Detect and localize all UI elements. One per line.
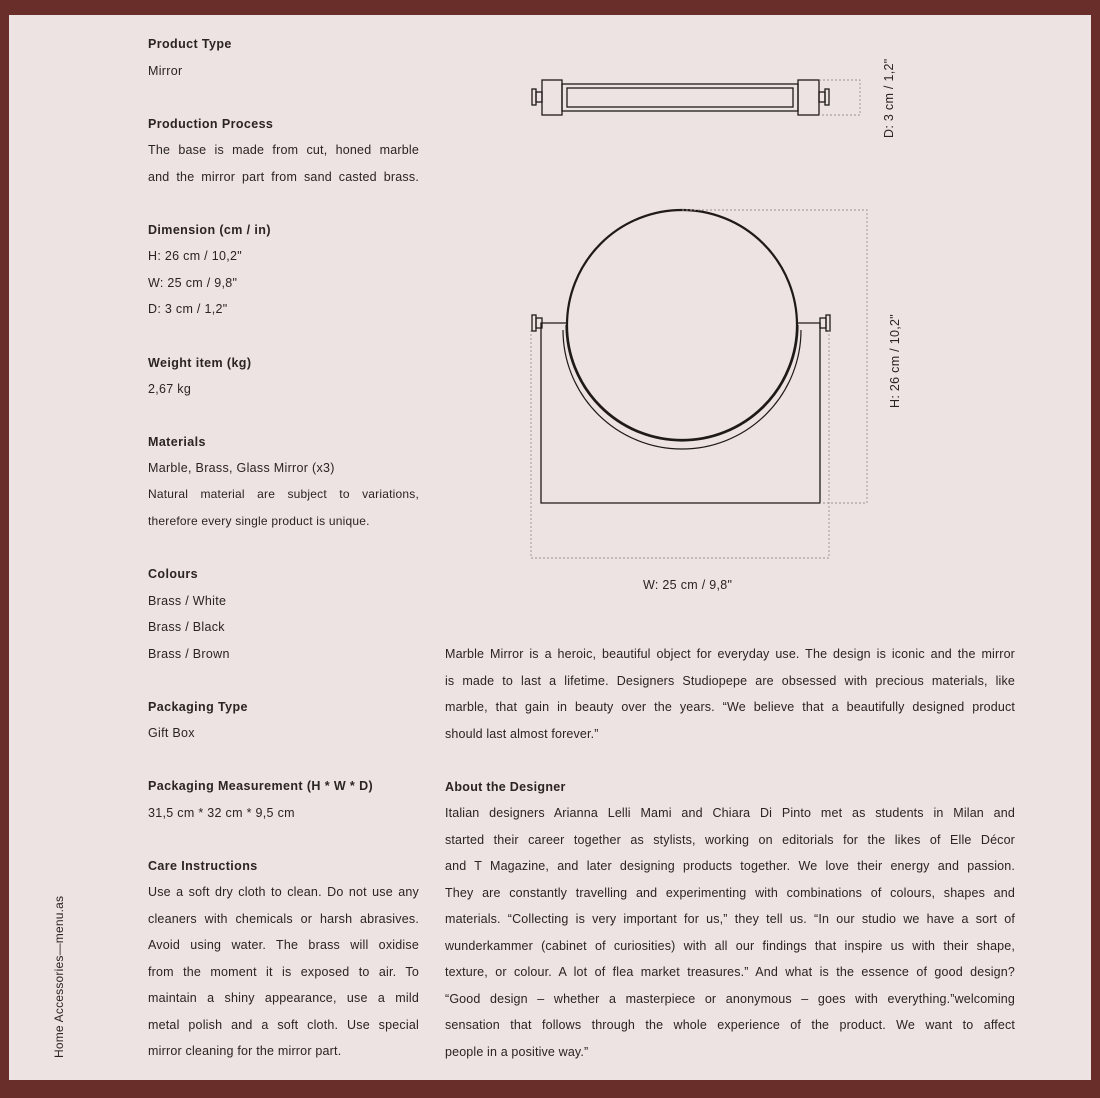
- side-label: Home Accessories—menu.as: [52, 895, 66, 1058]
- designer-line: “Good design – whether a masterpiece or anonymous – goes with everything.”welcoming: [445, 991, 1015, 1006]
- dimension-guides: [531, 80, 867, 558]
- dimension-depth: D: 3 cm / 1,2": [148, 302, 228, 316]
- weight-value: 2,67 kg: [148, 382, 192, 396]
- designer-line: started their career together as stylists, working on editorials for the likes of Elle Décor: [445, 832, 1015, 847]
- product-type-value: Mirror: [148, 64, 183, 78]
- dimension-width: W: 25 cm / 9,8": [148, 276, 238, 290]
- about-designer-text: [445, 800, 1015, 1065]
- care-line: mirror cleaning for the mirror part.: [148, 1044, 342, 1058]
- dimension-heading: Dimension (cm / in): [148, 223, 271, 237]
- height-dimension-label: H: 26 cm / 10,2": [888, 314, 902, 408]
- product-type-heading: Product Type: [148, 37, 232, 51]
- designer-line: people in a positive way.”: [445, 1044, 589, 1059]
- description-line: marble, that gain in beauty over the years. “We believe that a beautifully designed product: [445, 700, 1015, 714]
- description-line: should last almost forever.”: [445, 726, 599, 741]
- care-heading: Care Instructions: [148, 859, 258, 873]
- production-process-heading: Production Process: [148, 117, 274, 131]
- materials-value: Marble, Brass, Glass Mirror (x3): [148, 461, 335, 475]
- depth-dimension-label: D: 3 cm / 1,2": [882, 58, 896, 138]
- colour-option: Brass / Brown: [148, 647, 230, 661]
- care-line: from the moment it is exposed to air. To: [148, 964, 419, 979]
- width-dimension-label: W: 25 cm / 9,8": [643, 578, 733, 592]
- colours-heading: Colours: [148, 567, 199, 581]
- colour-option: Brass / Black: [148, 620, 225, 634]
- designer-line: materials. “Collecting is very important for us,” they tell us. “In our studio we have a sort of: [445, 912, 1015, 926]
- designer-line: sensation that follows through the whole experience of the product. We want to affect: [445, 1018, 1015, 1032]
- top-view-drawing: [532, 80, 829, 115]
- description-line: Marble Mirror is a heroic, beautiful object for everyday use. The design is iconic and the mirror: [445, 647, 1015, 661]
- about-designer-heading: About the Designer: [445, 780, 566, 794]
- packaging-type-value: Gift Box: [148, 726, 195, 740]
- front-view-drawing: [532, 210, 830, 503]
- care-line: cleaners with chemicals or harsh abrasives.: [148, 911, 419, 926]
- materials-heading: Materials: [148, 435, 206, 449]
- designer-line: texture, or colour. A lot of flea market treasures.” And what is the essence of good design?: [445, 965, 1015, 979]
- weight-heading: Weight item (kg): [148, 356, 252, 370]
- production-process-line: and the mirror part from sand casted brass.: [148, 169, 419, 184]
- product-description: [445, 641, 1015, 747]
- description-line: is made to last a lifetime. Designers Studiopepe are obsessed with precious materials, like: [445, 673, 1015, 688]
- designer-line: wunderkammer (cabinet of curiosities) with all our findings that inspire us with their shape,: [445, 938, 1015, 953]
- packaging-measurement-value: 31,5 cm * 32 cm * 9,5 cm: [148, 806, 295, 820]
- care-line: metal polish and a soft cloth. Use special: [148, 1017, 419, 1032]
- production-process-line: The base is made from cut, honed marble: [148, 143, 419, 157]
- colour-option: Brass / White: [148, 594, 227, 608]
- care-line: Avoid using water. The brass will oxidise: [148, 938, 419, 952]
- materials-note-line: Natural material are subject to variations,: [148, 487, 419, 501]
- designer-line: Italian designers Arianna Lelli Mami and Chiara Di Pinto met as students in Milan and: [445, 806, 1015, 820]
- designer-line: and T Magazine, and later designing products together. We love their energy and passion.: [445, 859, 1015, 873]
- care-line: Use a soft dry cloth to clean. Do not use any: [148, 885, 419, 899]
- packaging-type-heading: Packaging Type: [148, 700, 248, 714]
- packaging-measurement-heading: Packaging Measurement (H * W * D): [148, 779, 374, 793]
- care-line: maintain a shiny appearance, use a mild: [148, 991, 419, 1005]
- dimension-height: H: 26 cm / 10,2": [148, 249, 242, 263]
- designer-line: They are constantly travelling and experimenting with combinations of colours, shapes and: [445, 885, 1015, 900]
- materials-note-line: therefore every single product is unique.: [148, 513, 370, 528]
